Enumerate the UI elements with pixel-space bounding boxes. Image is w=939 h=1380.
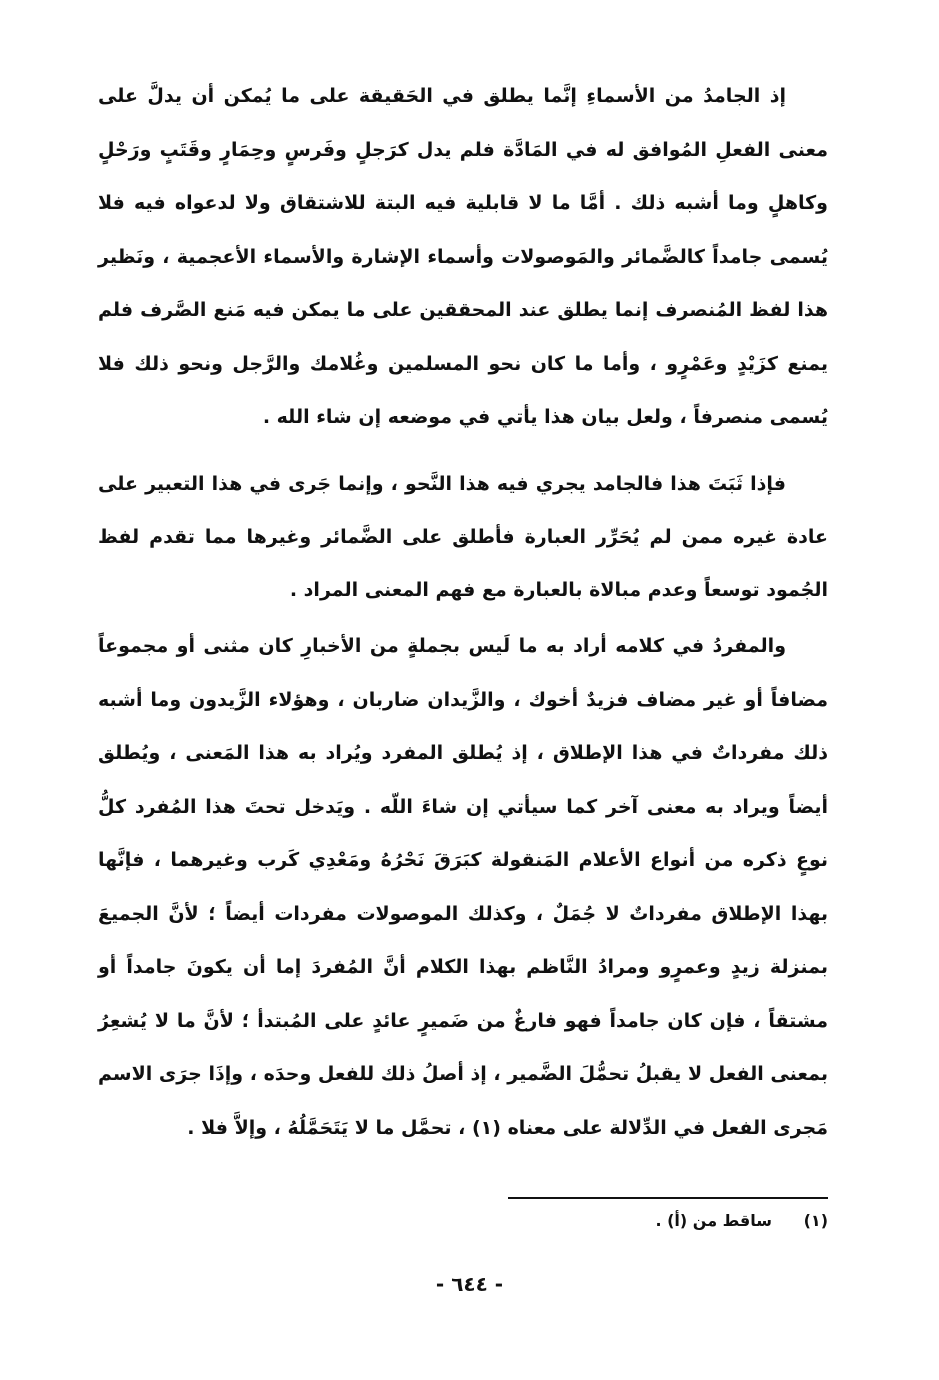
paragraph-1 [98, 70, 828, 445]
footnote-divider [508, 1197, 828, 1199]
footnote-number: (١) [803, 1211, 828, 1230]
paragraph-2 [98, 458, 828, 617]
footnote [98, 1206, 828, 1236]
paragraph-3 [98, 620, 828, 1155]
footnote-text: ساقط من (أ) . [655, 1211, 773, 1230]
paragraph-3-text: والمفردُ في كلامه أراد به ما لَيس بجملةٍ من الأخبارِ كان مثنى أو مجموعاً مضافاً أو غير مضاف فزيدٌ أخوك ، والزَّيدان ضاربان ، وهؤلاء الزَّيدون وما أشبه ذلك مفرداتٌ في هذا الإطلاق ، إذ يُطلق المفرد ويُراد به هذا المَعنى ، ويُطلق أيضاً ويراد به معنى آخر كما سيأتي إن شاءَ اللّه . ويَدخل تحتَ هذا المُفرد كلُّ نوعٍ ذكره من أنواع الأعلام المَنقولة كبَرَقَ نَحْرُهُ ومَعْدِي كَرب وغيرهما ، فإنَّها بهذا الإطلاق مفرداتٌ لا جُمَلٌ ، وكذلك الموصولات مفردات أيضاً ؛ لأنَّ الجميعَ بمنزلة زيدٍ وعمرٍو ومرادُ النَّاظم بهذا الكلام أنَّ المُفردَ إما أن يكونَ جامداً أو مشتقاً ، فإن كان جامداً فهو فارغٌ من ضَميرٍ عائدٍ على المُبتدأ ؛ لأنَّ ما لا يُشعِرُ بمعنى الفعل لا يقبلُ تحمُّلَ الضَّمير ، إذ أصلُ ذلك للفعل وحدَه ، وإذَا جرَى الاسم مَجرى الفعل في الدِّلالة على معناه (١) ، تحمَّل ما لا يَتَحَمَّلُهُ ، وإلاَّ فلا . [98, 635, 828, 1139]
paragraph-2-text: فإذا ثَبَتَ هذا فالجامد يجري فيه هذا النَّحو ، وإنما جَرى في هذا التعبير على عادة غيره ممن لم يُحَرِّر العبارة فأطلق على الضَّمائر وغيرها مما تقدم لفظ الجُمود توسعاً وعدم مبالاة بالعبارة مع فهم المعنى المراد . [98, 473, 828, 601]
paragraph-1-text: إذ الجامدُ من الأسماءِ إنَّما يطلق في الحَقيقة على ما يُمكن أن يدلَّ على معنى الفعلِ المُوافق له في المَادَّة فلم يدل كرَجلٍ وفَرسٍ وحِمَارٍ وقَتَبٍ ورَحْلٍ وكاهلٍ وما أشبه ذلك . أمَّا ما لا قابلية فيه البتة للاشتقاق ولا لدعواه فيه فلا يُسمى جامداً كالضَّمائر والمَوصولات وأسماء الإشارة والأسماء الأعجمية ، ونَظير هذا لفظ المُنصرف إنما يطلق عند المحققين على ما يمكن فيه مَنع الصَّرف فلم يمنع كزَيْدٍ وعَمْرٍو ، وأما ما كان نحو المسلمين وغُلامك والرَّجل ونحو ذلك فلا يُسمى منصرفاً ، ولعل بيان هذا يأتي في موضعه إن شاء الله . [98, 85, 828, 428]
page-number: - ٦٤٤ - [435, 1272, 504, 1296]
